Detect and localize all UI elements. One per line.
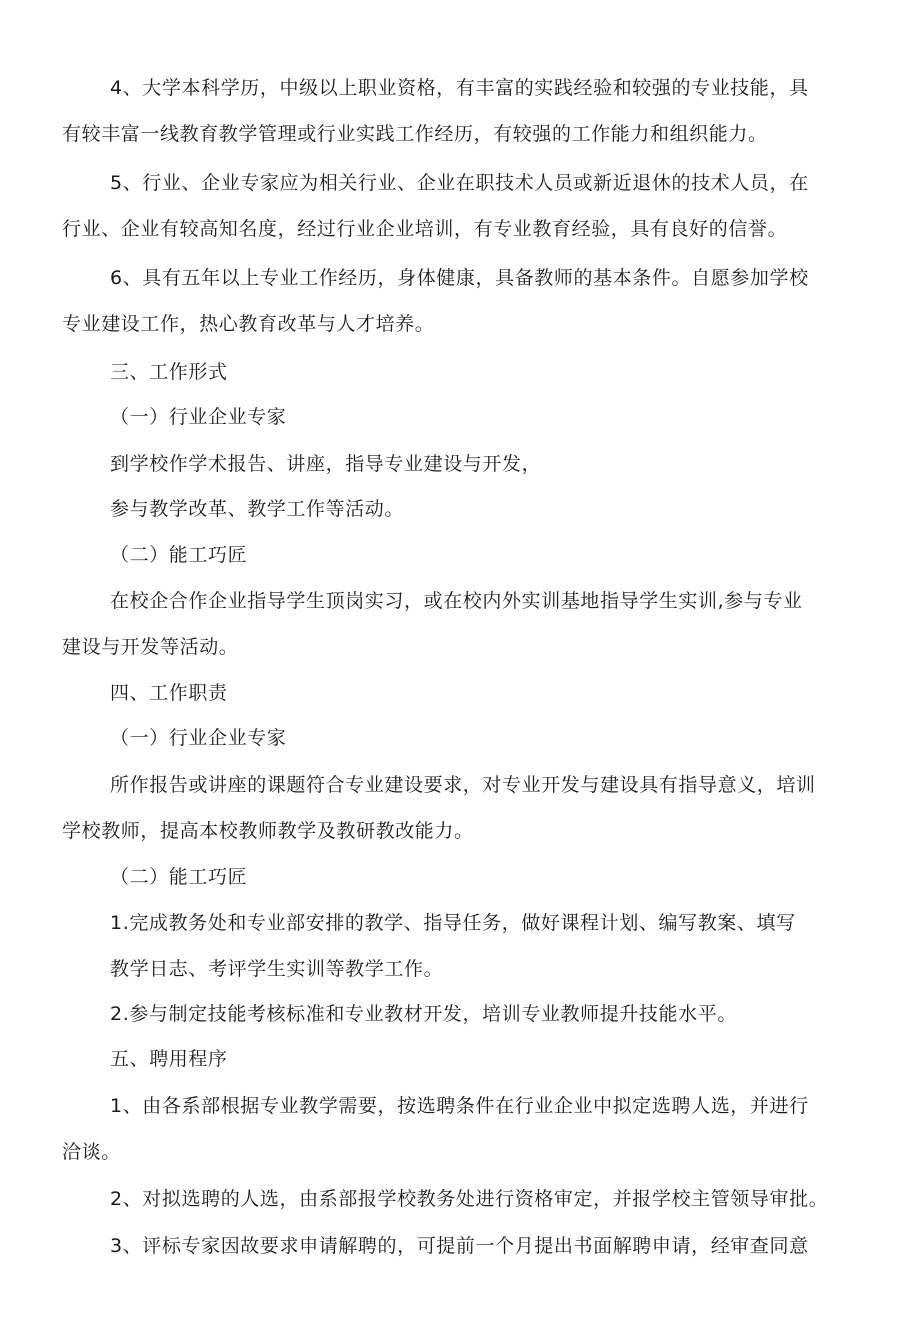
line-21: 2.参与制定技能考核标准和专业教材开发，培训专业教师提升技能水平。 [110,1003,737,1025]
subheading-3-2: （二）能工巧匠 [110,544,248,566]
line-26: 3、评标专家因故要求申请解聘的，可提前一个月提出书面解聘申请，经审查同意 [110,1235,809,1257]
section-heading-5: 五、聘用程序 [110,1048,228,1070]
line-16: 所作报告或讲座的课题符合专业建设要求，对专业开发与建设具有指导意义，培训 [110,774,816,796]
line-5: 6、具有五年以上专业工作经历，身体健康，具备教师的基本条件。自愿参加学校 [110,267,809,289]
line-12: 在校企合作企业指导学生顶岗实习，或在校内外实训基地指导学生实训,参与专业 [110,590,803,612]
line-19: 1.完成教务处和专业部安排的教学、指导任务，做好课程计划、编写教案、填写 [110,912,796,934]
subheading-4-2: （二）能工巧匠 [110,866,248,888]
line-25: 2、对拟选聘的人选，由系部报学校教务处进行资格审定，并报学校主管领导审批。 [110,1188,829,1210]
line-17: 学校教师，提高本校教师教学及教研教改能力。 [62,820,474,842]
subheading-4-1: （一）行业企业专家 [110,727,287,749]
section-heading-3: 三、工作形式 [110,361,228,383]
line-4: 行业、企业有较高知名度，经过行业企业培训，有专业教育经验，具有良好的信誉。 [62,218,788,240]
line-3: 5、行业、企业专家应为相关行业、企业在职技术人员或新近退休的技术人员，在 [110,172,809,194]
line-20: 教学日志、考评学生实训等教学工作。 [110,958,444,980]
line-9: 到学校作学术报告、讲座，指导专业建设与开发， [110,453,542,475]
line-24: 洽谈。 [62,1141,121,1163]
line-13: 建设与开发等活动。 [62,636,239,658]
section-heading-4: 四、工作职责 [110,682,228,704]
line-6: 专业建设工作，热心教育改革与人才培养。 [62,313,435,335]
line-10: 参与教学改革、教学工作等活动。 [110,498,405,520]
subheading-3-1: （一）行业企业专家 [110,406,287,428]
line-2: 有较丰富一线教育教学管理或行业实践工作经历，有较强的工作能力和组织能力。 [62,123,768,145]
line-1: 4、大学本科学历，中级以上职业资格，有丰富的实践经验和较强的专业技能，具 [110,77,809,99]
line-23: 1、由各系部根据专业教学需要，按选聘条件在行业企业中拟定选聘人选，并进行 [110,1095,809,1117]
